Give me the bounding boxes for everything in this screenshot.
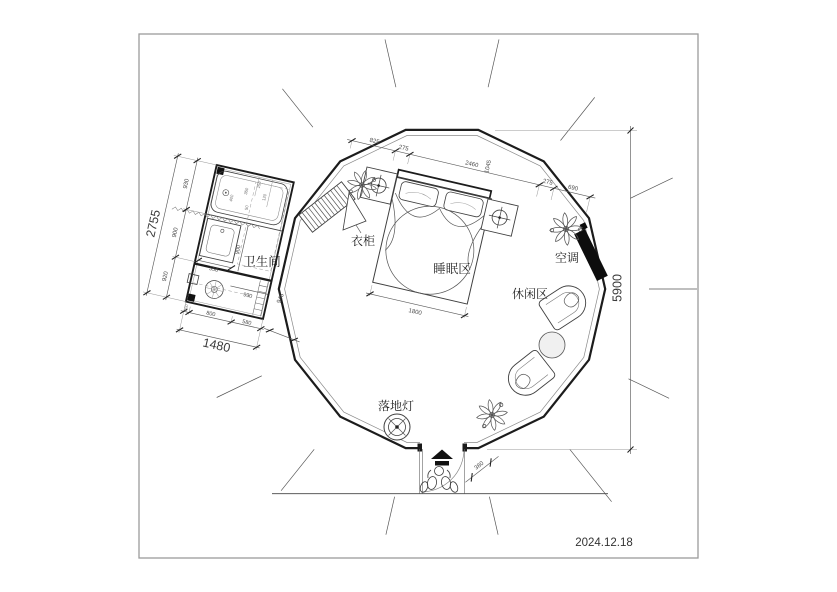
dim-580: 580	[241, 319, 252, 327]
dim-275b: 275	[541, 178, 554, 187]
dim-825: 825	[368, 137, 380, 146]
dim-690: 690	[567, 184, 579, 193]
dim-small: 400	[228, 194, 235, 202]
air-conditioner-label: 空调	[554, 251, 580, 265]
dim-2460: 2460	[464, 160, 479, 170]
dim-930: 930	[182, 178, 191, 190]
bathroom-label: 卫生间	[243, 255, 281, 269]
dim-900-inner: 900	[234, 244, 243, 256]
side-table	[539, 332, 565, 358]
drawing-date: 2024.12.18	[575, 537, 633, 549]
dim-small: 120	[261, 193, 268, 202]
dim-5900: 5900	[610, 274, 625, 302]
sleeping-area-label: 睡眠区	[433, 262, 471, 276]
dim-380: 380	[473, 460, 486, 472]
dim-1480: 1480	[201, 335, 232, 356]
nightstand-right	[481, 199, 518, 236]
dim-800: 800	[205, 310, 216, 319]
dim-100: 100	[182, 303, 190, 312]
dim-920: 920	[161, 271, 170, 283]
wardrobe-label: 衣柜	[350, 234, 376, 248]
dim-1800: 1800	[407, 308, 423, 317]
dim-small: 150	[255, 180, 263, 189]
dim-275a: 275	[397, 144, 410, 153]
dim-550: 550	[208, 265, 219, 274]
dim-small: 50	[243, 204, 250, 211]
nightstand-left	[360, 167, 397, 204]
dim-2755: 2755	[143, 208, 164, 239]
dim-1045: 1045	[484, 159, 494, 174]
dim-small: 350	[242, 187, 250, 196]
dim-930-inner: 930	[242, 292, 253, 300]
floor-lamp-label: 落地灯	[377, 399, 415, 413]
dim-945: 945	[276, 292, 286, 305]
floor-lamp	[384, 414, 410, 440]
dim-900: 900	[171, 227, 180, 239]
leisure-area-label: 休闲区	[511, 287, 549, 301]
